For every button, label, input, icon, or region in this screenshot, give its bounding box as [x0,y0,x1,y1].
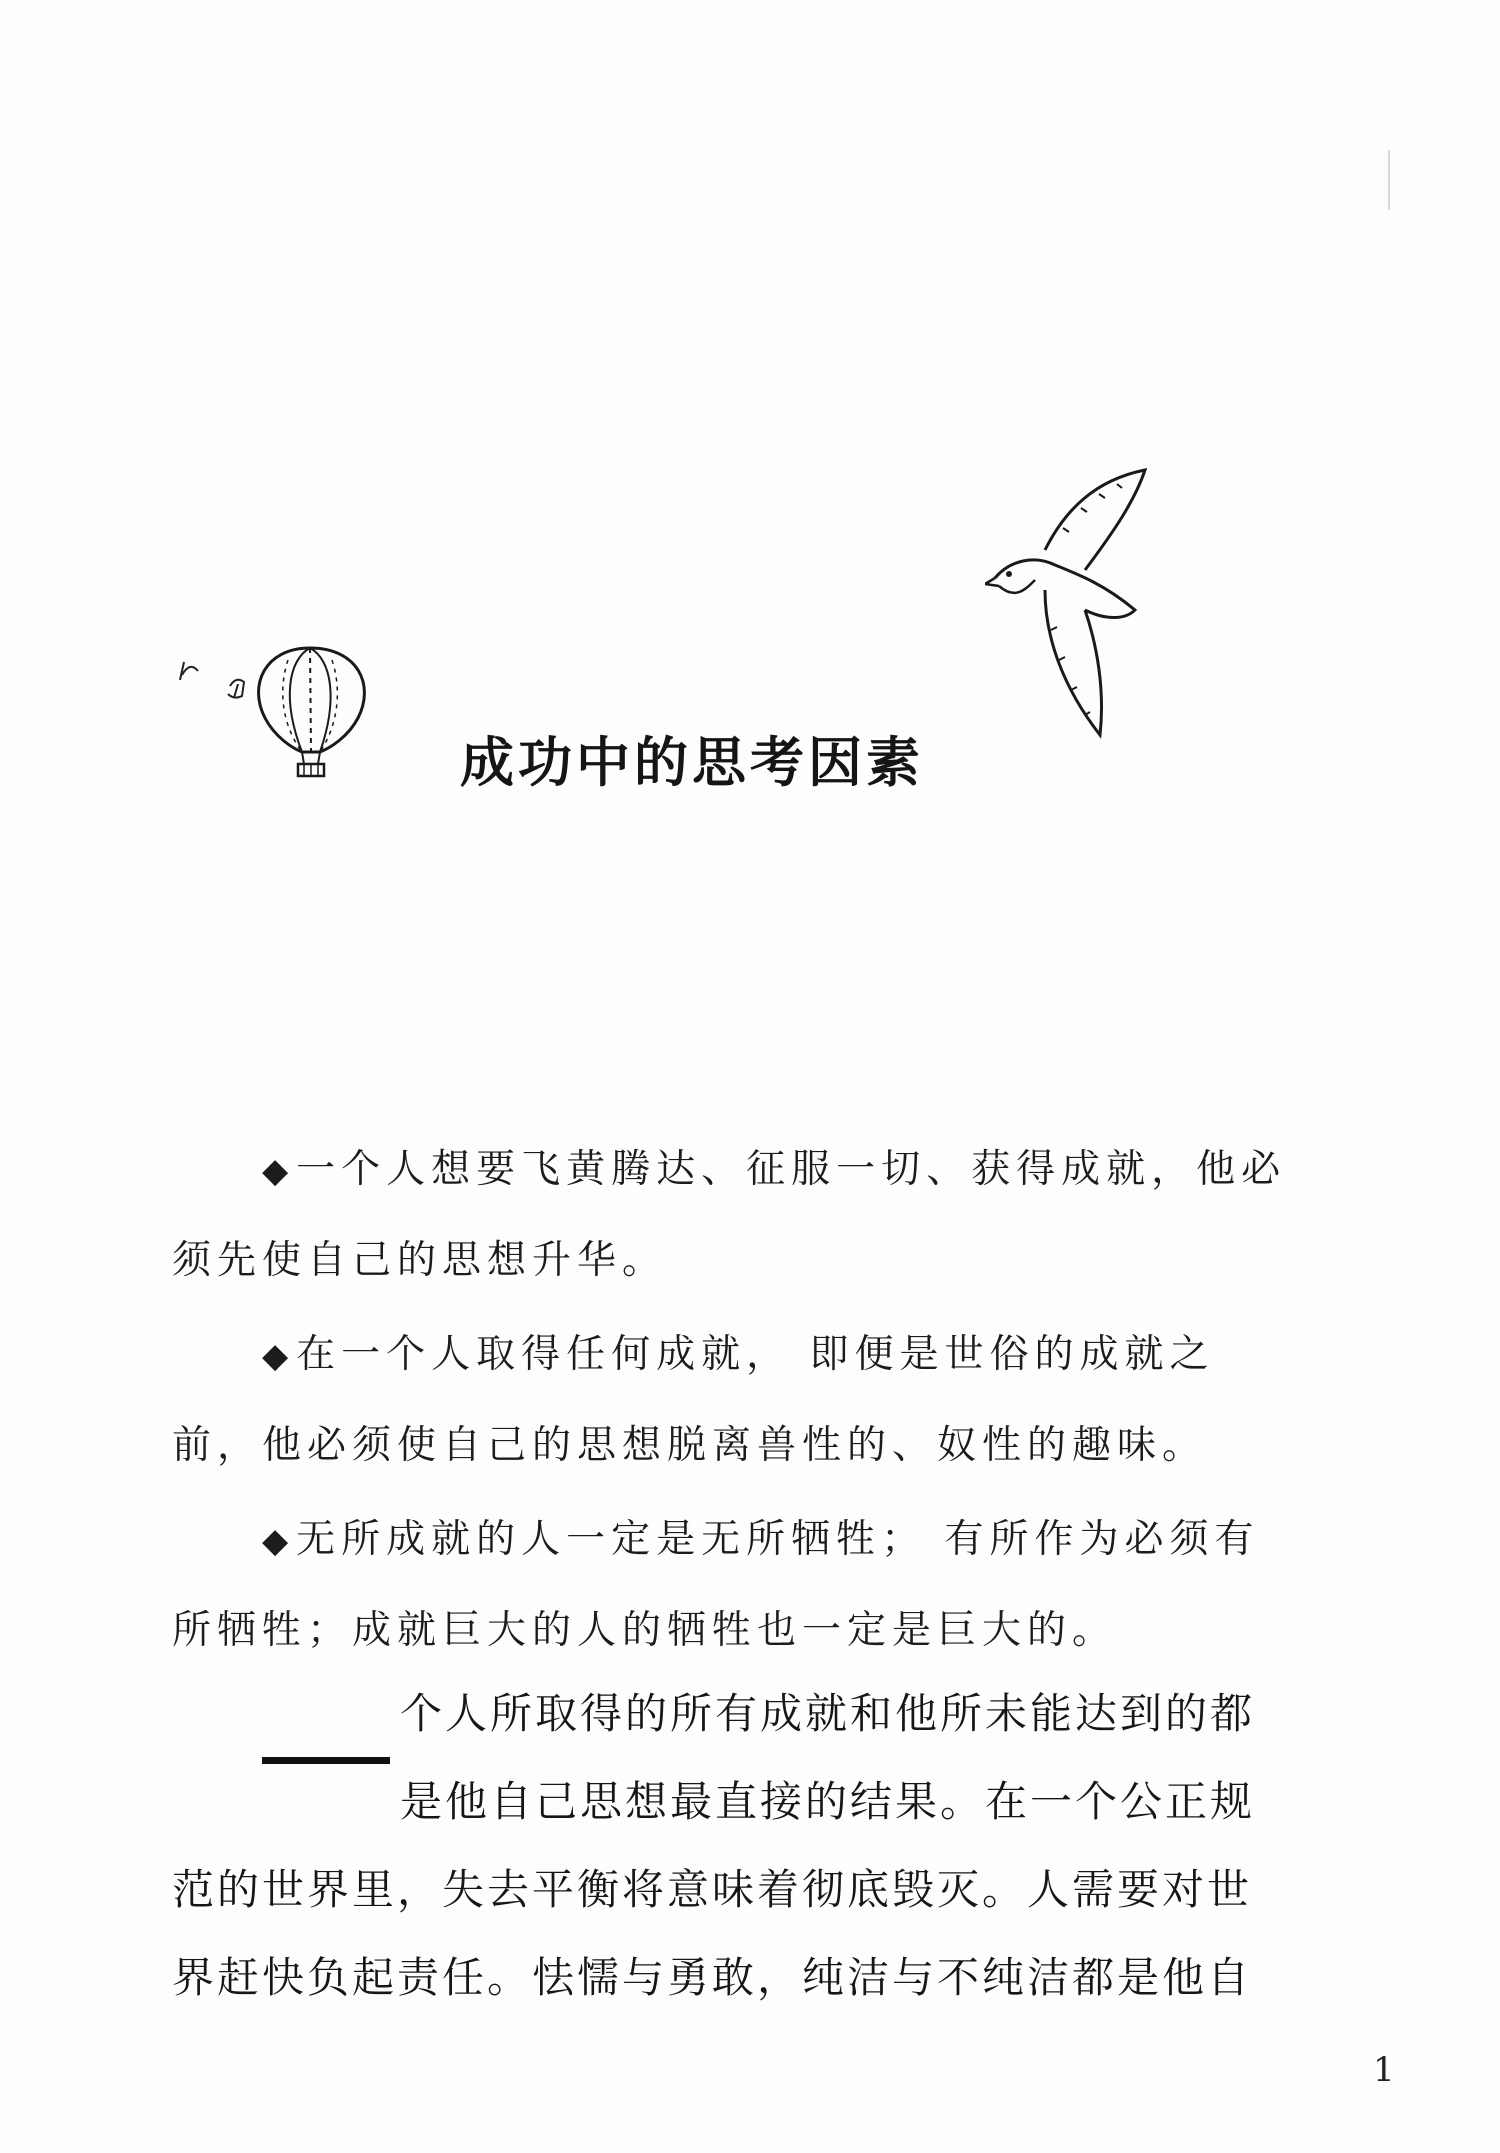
chapter-title: 成功中的思考因素 [460,731,924,794]
quote-1-text-1: 一个人想要飞黄腾达、征服一切、获得成就，他必 [296,1147,1287,1192]
diamond-bullet-icon: ◆ [262,1336,295,1376]
quote-2 [172,1310,1322,1491]
quote-1-line-2: 须先使自己的思想升华。 [172,1238,668,1283]
body-line-1: 个人所取得的所有成就和他所未能达到的都 [400,1689,1256,1738]
diamond-bullet-icon: ◆ [262,1151,295,1191]
bird-icon [985,460,1155,740]
quote-2-line-2: 前，他必须使自己的思想脱离兽性的、奴性的趣味。 [172,1423,1208,1468]
quote-3-line-2: 所牺牲；成就巨大的人的牺牲也一定是巨大的。 [172,1608,1118,1653]
body-paragraph [172,1670,1322,2022]
scan-edge-mark [1388,150,1390,210]
quote-2-text-1: 在一个人取得任何成就， 即便是世俗的成就之 [296,1332,1215,1377]
hot-air-balloon-icon [170,640,410,780]
page-number: 1 [1373,2050,1395,2090]
quote-3-text-1: 无所成就的人一定是无所牺牲； 有所作为必须有 [296,1517,1260,1562]
diamond-bullet-icon: ◆ [262,1521,295,1561]
quote-1-line-1 [172,1125,1322,1216]
body-line-4: 界赶快负起责任。怯懦与勇敢，纯洁与不纯洁都是他自 [172,1953,1253,2002]
quote-2-line-1 [172,1310,1322,1401]
quote-3 [172,1495,1322,1676]
quote-1 [172,1125,1322,1306]
body-line-3: 范的世界里，失去平衡将意味着彻底毁灭。人需要对世 [172,1865,1253,1914]
body-line-2: 是他自己思想最直接的结果。在一个公正规 [400,1777,1256,1826]
quote-3-line-1 [172,1495,1322,1586]
